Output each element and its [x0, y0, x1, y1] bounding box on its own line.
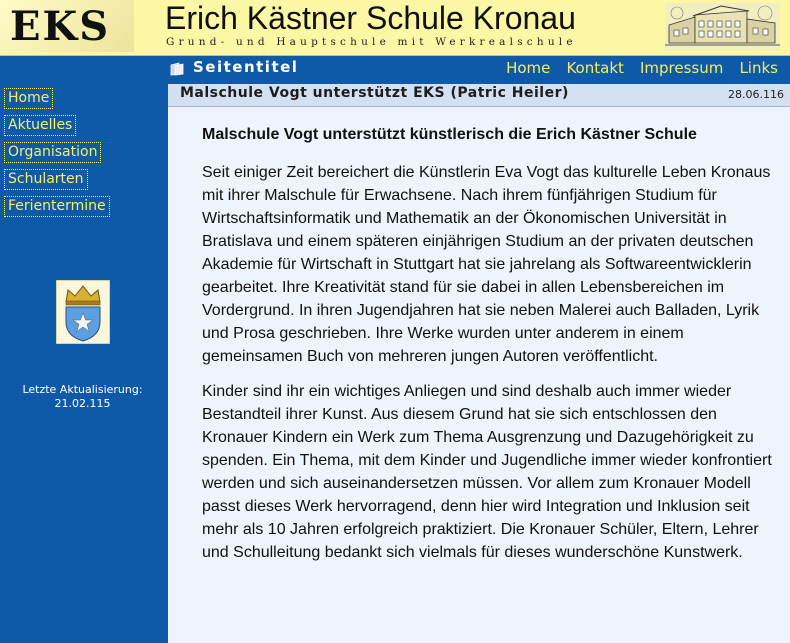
top-navbar — [0, 56, 790, 82]
article-paragraph-1: Seit einiger Zeit bereichert die Künstlerin Eva Vogt das kulturelle Leben Kronaus mit ihrer Malschule für Erwachsene. Nach ihrem fünfjährigen Studium für Wirtschaftsinformatik und Mathematik an der Ökonomischen Universität in Bratislava und einem späteren einjährigen Studium an der privaten deutschen Akademie für Wirtschaft in Stuttgart hat sie jahrelang als Softwareentwicklerin gearbeitet. Ihre Kreativität stand für sie dabei in allen Lebensbereichen im Vordergrund. In ihren Jugendjahren hat sie neben Malerei auch Balladen, Lyrik und Prosa geschrieben. Ihre Werke wurden unter anderem in einem gemeinsamen Buch von mehreren jungen Autoren veröffentlicht. — [202, 164, 771, 365]
article-content — [168, 107, 790, 643]
article-body — [202, 126, 777, 576]
sidebar-item-ferientermine[interactable]: Ferientermine — [4, 196, 110, 217]
last-update-label: Letzte Aktualisierung: — [22, 383, 143, 396]
article-title-bar — [168, 84, 790, 107]
last-update — [0, 383, 165, 411]
pager-icon — [170, 62, 186, 76]
page-heading: Seitentitel — [193, 58, 299, 76]
top-link-kontakt[interactable]: Kontakt — [566, 59, 624, 77]
school-name: Erich Kästner Schule Kronau — [165, 0, 576, 36]
header — [0, 0, 790, 56]
sidebar-item-aktuelles[interactable]: Aktuelles — [4, 115, 76, 136]
school-building-icon — [665, 3, 780, 50]
article-title: Malschule Vogt unterstützt EKS (Patric Heiler) — [180, 85, 569, 101]
kronau-crest-icon — [56, 280, 110, 344]
sidebar — [0, 82, 165, 643]
article-paragraph-2: Kinder sind ihr ein wichtiges Anliegen und sind deshalb auch immer wieder Bestandteil ihrer Kunst. Aus diesem Grund hat sie sich entschlossen den Kronauer Kindern ein Werk zum Thema Ausgrenzung und Dazugehörigkeit zu spenden. Ein Thema, mit dem Kinder und Jugendliche immer wieder konfrontiert werden und sich auseinandersetzen müssen. Vor allem zum Kronauer Modell passt dieses Werk hervorragend, denn hier wird Integration und Inklusion seit mehr als 10 Jahren erfolgreich praktiziert. Die Kronauer Schüler, Eltern, Lehrer und Schulleitung bedankt sich vielmals für dieses wunderschöne Kunstwerk. — [202, 383, 772, 561]
school-subtitle: Grund- und Hauptschule mit Werkrealschule — [166, 36, 577, 48]
top-link-links[interactable]: Links — [739, 59, 778, 77]
last-update-date: 21.02.115 — [54, 397, 111, 410]
sidebar-item-schularten[interactable]: Schularten — [4, 169, 88, 190]
article-heading: Malschule Vogt unterstützt künstlerisch die Erich Kästner Schule — [202, 126, 697, 143]
sidebar-item-organisation[interactable]: Organisation — [4, 142, 101, 163]
article-date: 28.06.116 — [728, 88, 784, 101]
logo-text: EKS — [10, 3, 111, 50]
top-links — [495, 58, 778, 77]
top-link-impressum[interactable]: Impressum — [639, 59, 724, 77]
sidebar-item-home[interactable]: Home — [4, 88, 53, 109]
top-link-home[interactable]: Home — [506, 59, 551, 77]
eks-logo[interactable] — [0, 0, 134, 52]
